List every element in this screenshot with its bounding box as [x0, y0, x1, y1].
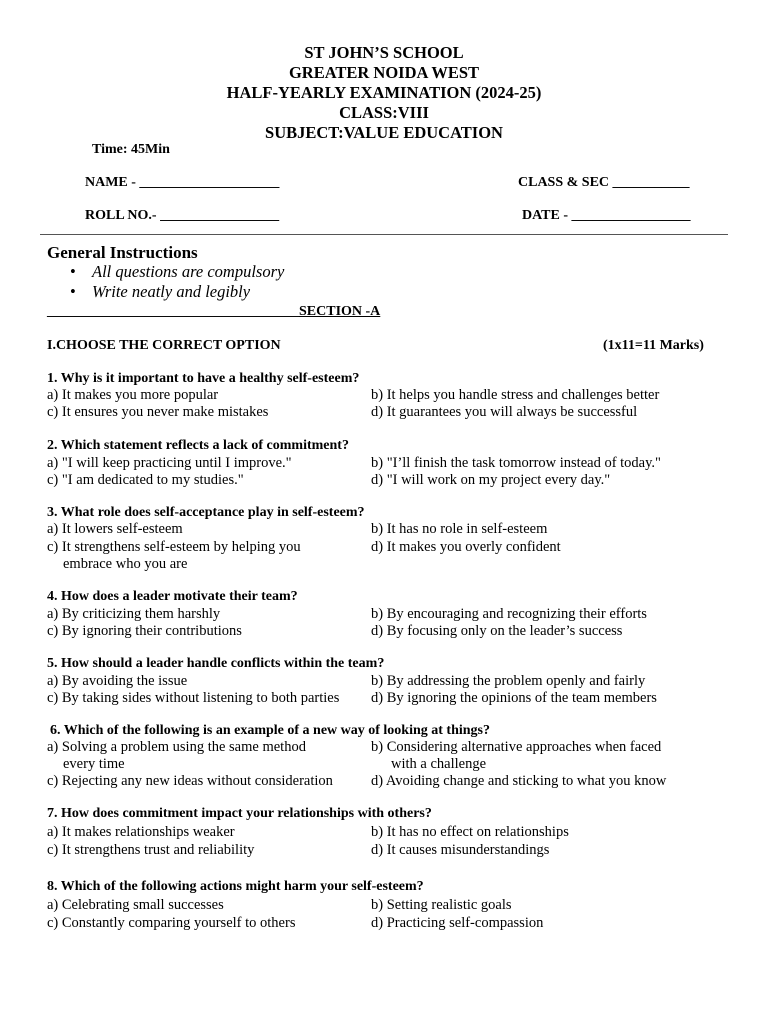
q1-option-d: d) It guarantees you will always be successful — [371, 404, 638, 420]
q7-option-a: a) It makes relationships weaker — [47, 824, 235, 840]
q3-option-c-continued: embrace who you are — [63, 556, 188, 572]
q8-option-d: d) Practicing self-compassion — [371, 915, 544, 931]
bullet-icon: • — [70, 282, 76, 301]
school-name: ST JOHN’S SCHOOL — [304, 43, 464, 62]
q2-option-d: d) "I will work on my project every day." — [371, 472, 611, 488]
date-field: DATE - _________________ — [522, 208, 691, 223]
header-divider — [40, 234, 728, 235]
q2-option-a: a) "I will keep practicing until I improve." — [47, 455, 292, 471]
part-title: I.CHOOSE THE CORRECT OPTION — [47, 338, 281, 353]
q1-option-c: c) It ensures you never make mistakes — [47, 404, 269, 420]
q5-option-b: b) By addressing the problem openly and fairly — [371, 673, 646, 689]
q4-option-c: c) By ignoring their contributions — [47, 623, 242, 639]
q6-option-b-continued: with a challenge — [391, 756, 487, 772]
q2-option-b: b) "I’ll finish the task tomorrow instead of today." — [371, 455, 661, 471]
q7-option-d: d) It causes misunderstandings — [371, 842, 550, 858]
question-8: 8. Which of the following actions might harm your self-esteem? — [47, 879, 424, 894]
question-2: 2. Which statement reflects a lack of commitment? — [47, 438, 349, 453]
q2-option-c: c) "I am dedicated to my studies." — [47, 472, 244, 488]
bullet-icon: • — [70, 262, 76, 281]
exam-time: Time: 45Min — [92, 142, 170, 157]
q1-option-a: a) It makes you more popular — [47, 387, 219, 403]
section-lead-line: ____________________________________ — [47, 304, 299, 319]
question-3: 3. What role does self-acceptance play in self-esteem? — [47, 505, 365, 520]
question-6: 6. Which of the following is an example of a new way of looking at things? — [50, 723, 490, 738]
q4-option-b: b) By encouraging and recognizing their efforts — [371, 606, 647, 622]
q3-option-d: d) It makes you overly confident — [371, 539, 561, 555]
q6-option-a-continued: every time — [63, 756, 125, 772]
class-title: CLASS:VIII — [339, 103, 429, 122]
q5-option-c: c) By taking sides without listening to both parties — [47, 690, 340, 706]
roll-no-field: ROLL NO.- _________________ — [85, 208, 280, 223]
question-5: 5. How should a leader handle conflicts within the team? — [47, 656, 385, 671]
class-sec-field: CLASS & SEC ___________ — [518, 175, 690, 190]
q7-option-c: c) It strengthens trust and reliability — [47, 842, 255, 858]
instruction-item: • All questions are compulsory — [70, 262, 285, 281]
instructions-title: General Instructions — [47, 243, 198, 262]
q6-option-a: a) Solving a problem using the same method — [47, 739, 306, 755]
q6-option-d: d) Avoiding change and sticking to what you know — [371, 773, 667, 789]
question-7: 7. How does commitment impact your relationships with others? — [47, 806, 432, 821]
school-location: GREATER NOIDA WEST — [288, 63, 480, 82]
part-marks: (1x11=11 Marks) — [603, 338, 704, 353]
q5-option-d: d) By ignoring the opinions of the team members — [371, 690, 657, 706]
q8-option-c: c) Constantly comparing yourself to others — [47, 915, 296, 931]
q3-option-b: b) It has no role in self-esteem — [371, 521, 548, 537]
q5-option-a: a) By avoiding the issue — [47, 673, 188, 689]
q1-option-b: b) It helps you handle stress and challenges better — [371, 387, 660, 403]
q8-option-a: a) Celebrating small successes — [47, 897, 224, 913]
exam-title: HALF-YEARLY EXAMINATION (2024-25) — [226, 83, 542, 102]
q6-option-b: b) Considering alternative approaches when faced — [371, 739, 662, 755]
section-heading — [47, 304, 380, 320]
q8-option-b: b) Setting realistic goals — [371, 897, 512, 913]
q4-option-d: d) By focusing only on the leader’s success — [371, 623, 623, 639]
section-title: SECTION -A — [299, 304, 381, 319]
question-4: 4. How does a leader motivate their team? — [47, 589, 298, 604]
q3-option-c: c) It strengthens self-esteem by helping you — [47, 539, 301, 555]
subject-title: SUBJECT:VALUE EDUCATION — [265, 123, 503, 142]
q7-option-b: b) It has no effect on relationships — [371, 824, 569, 840]
q3-option-a: a) It lowers self-esteem — [47, 521, 183, 537]
name-field: NAME - ____________________ — [85, 175, 280, 190]
q4-option-a: a) By criticizing them harshly — [47, 606, 221, 622]
q6-option-c: c) Rejecting any new ideas without consideration — [47, 773, 333, 789]
question-1: 1. Why is it important to have a healthy self-esteem? — [47, 371, 360, 386]
instruction-item: • Write neatly and legibly — [70, 282, 251, 301]
